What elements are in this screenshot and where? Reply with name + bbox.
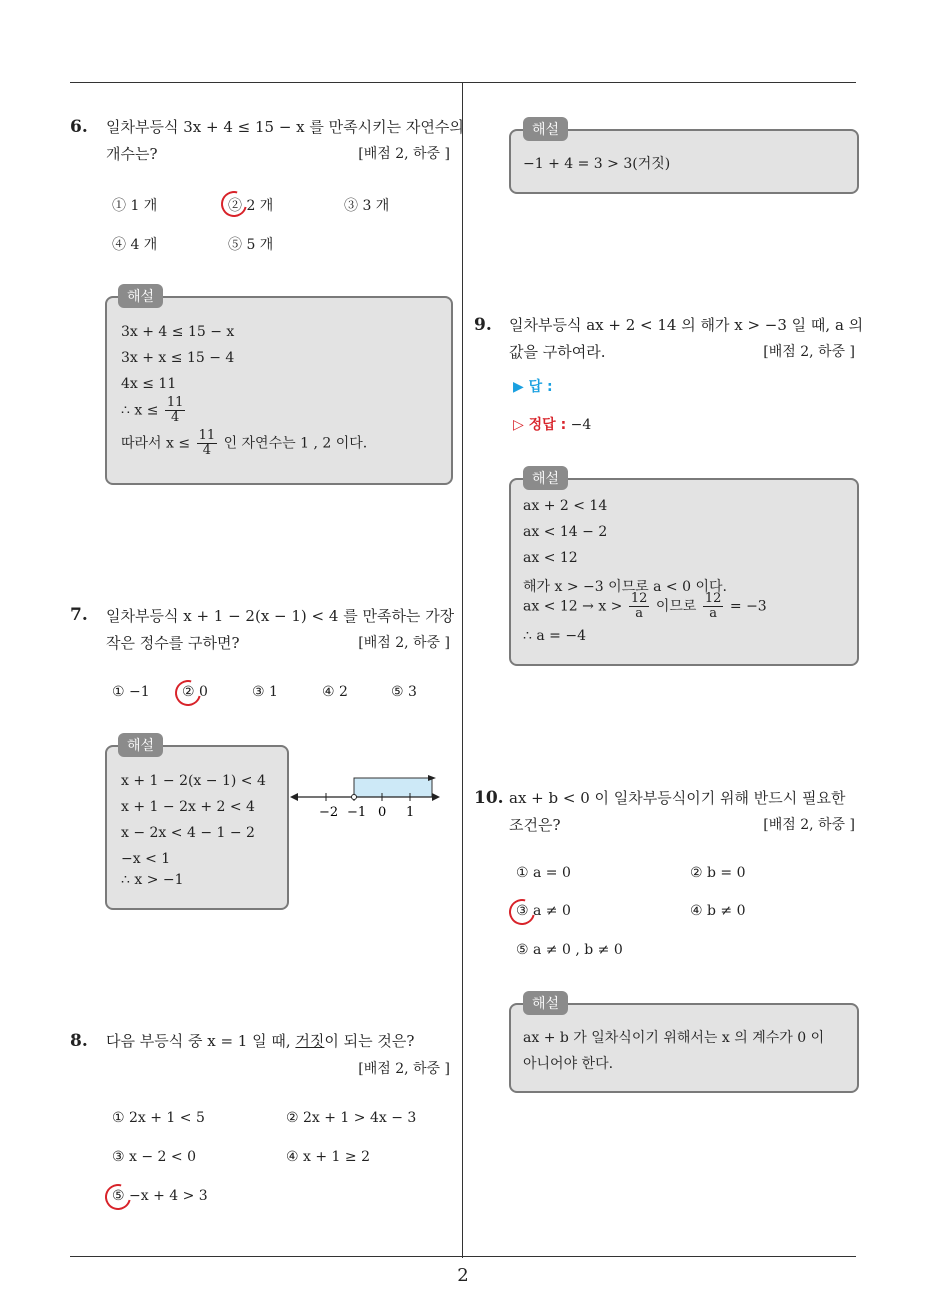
q6-sol-line3: 4x ≤ 11 <box>121 376 177 392</box>
frac-num: 12 <box>704 591 722 606</box>
q6-answer-mark <box>216 186 252 222</box>
q6-number: 6. <box>70 117 88 137</box>
q6-choice-4[interactable]: ④ 4 개 <box>112 237 158 253</box>
q9-sol-fraction <box>629 592 650 621</box>
q10-choice-5[interactable]: ⑤ a ≠ 0 , b ≠ 0 <box>516 942 623 958</box>
q7-choice-5[interactable]: ⑤ 3 <box>391 684 417 700</box>
q9-solution-tag: 해설 <box>523 466 568 490</box>
q9-correct-value: −4 <box>570 417 592 433</box>
q6-solution-box <box>105 296 453 485</box>
frac-den: 4 <box>202 443 211 458</box>
q10-sol-line1: ax + b 가 일차식이기 위해서는 x 의 계수가 0 이 <box>523 1030 825 1046</box>
q10-score: [배점 2, 하중 ] <box>763 817 855 833</box>
q6-sol-therefore: ∴ x ≤ <box>121 402 159 419</box>
q6-sol-fraction <box>165 396 186 425</box>
q7-sol-line4: −x < 1 <box>121 851 171 867</box>
q10-choice-3[interactable]: ③ a ≠ 0 <box>516 903 571 919</box>
tick-label-neg2: −2 <box>319 805 339 820</box>
q7-sol-line1: x + 1 − 2(x − 1) < 4 <box>121 773 266 789</box>
q6-sol-conclusion-a: 따라서 x ≤ <box>121 435 191 452</box>
q10-text-line2: 조건은? <box>509 816 561 834</box>
frac-num: 12 <box>630 591 648 606</box>
q8-choice-1[interactable]: ① 2x + 1 < 5 <box>112 1110 205 1126</box>
q9-solution-box <box>509 478 859 666</box>
q7-sol-line3: x − 2x < 4 − 1 − 2 <box>121 825 255 841</box>
axis-left-arrow <box>290 793 298 801</box>
q9-sol-so: 이므로 <box>655 598 697 615</box>
q6-sol-fraction-2 <box>197 429 218 458</box>
q10-choice-1[interactable]: ① a = 0 <box>516 865 571 881</box>
q6-text-line1: 일차부등식 3x + 4 ≤ 15 − x 를 만족시키는 자연수의 <box>106 118 464 136</box>
q10-choice-4[interactable]: ④ b ≠ 0 <box>690 903 746 919</box>
q8-answer-mark <box>100 1179 136 1215</box>
q6-sol-line5 <box>121 429 367 458</box>
q9-sol-implies: ax < 12 → x > <box>523 598 623 615</box>
q9-correct-answer <box>513 414 591 434</box>
page-number: 2 <box>457 1265 469 1286</box>
footer-rule <box>70 1256 856 1257</box>
q6-choice-1[interactable]: ① 1 개 <box>112 198 158 214</box>
axis-right-arrow <box>432 793 440 801</box>
q8-choice-5[interactable]: ⑤ −x + 4 > 3 <box>112 1188 208 1204</box>
q8-text-c: 이 되는 것은? <box>324 1032 415 1050</box>
q9-text-line2: 값을 구하여라. <box>509 343 606 361</box>
q8-choice-2[interactable]: ② 2x + 1 > 4x − 3 <box>286 1110 417 1126</box>
q6-sol-line2: 3x + x ≤ 15 − 4 <box>121 350 235 366</box>
q8-text-underlined: 거짓 <box>295 1032 325 1050</box>
frac-num: 11 <box>198 428 216 443</box>
q9-sol-line5 <box>523 592 767 621</box>
q7-score: [배점 2, 하중 ] <box>358 635 450 651</box>
q8-number: 8. <box>70 1031 88 1051</box>
q9-sol-line1: ax + 2 < 14 <box>523 498 608 514</box>
solution-region <box>354 778 432 797</box>
q6-choice-2[interactable]: ② 2 개 <box>228 198 274 214</box>
q8-text-line1 <box>106 1028 414 1054</box>
q7-solution-tag: 해설 <box>118 733 163 757</box>
tick-label-0: 0 <box>378 805 387 820</box>
q8-score: [배점 2, 하중 ] <box>358 1061 450 1077</box>
column-divider <box>462 83 463 1258</box>
q10-solution-tag: 해설 <box>523 991 568 1015</box>
q9-text-line1: 일차부등식 ax + 2 < 14 의 해가 x > −3 일 때, a 의 <box>509 316 864 334</box>
q7-choice-4[interactable]: ④ 2 <box>322 684 348 700</box>
q7-solution-box <box>105 745 289 910</box>
tick-label-1: 1 <box>406 805 415 820</box>
q10-choice-2[interactable]: ② b = 0 <box>690 865 746 881</box>
q7-number-line <box>288 770 444 820</box>
q10-sol-line2: 아니어야 한다. <box>523 1056 614 1072</box>
q7-choice-2[interactable]: ② 0 <box>182 684 208 700</box>
tick-label-neg1: −1 <box>347 805 367 820</box>
q6-choice-5[interactable]: ⑤ 5 개 <box>228 237 274 253</box>
q9-sol-line2: ax < 14 − 2 <box>523 524 608 540</box>
q7-number: 7. <box>70 605 88 625</box>
open-point <box>352 795 357 800</box>
frac-num: 11 <box>166 395 184 410</box>
q7-sol-line2: x + 1 − 2x + 2 < 4 <box>121 799 255 815</box>
q8-choice-4[interactable]: ④ x + 1 ≥ 2 <box>286 1149 370 1165</box>
q6-choice-3[interactable]: ③ 3 개 <box>344 198 390 214</box>
q6-text-line2: 개수는? <box>106 145 158 163</box>
q7-choice-3[interactable]: ③ 1 <box>252 684 278 700</box>
q10-answer-mark <box>504 894 540 930</box>
q7-sol-line5: ∴ x > −1 <box>121 872 184 888</box>
q7-text-line2: 작은 정수를 구하면? <box>106 634 240 652</box>
q8-choice-3[interactable]: ③ x − 2 < 0 <box>112 1149 196 1165</box>
q10-solution-box <box>509 1003 859 1093</box>
q6-score: [배점 2, 하중 ] <box>358 146 450 162</box>
q8-solution-tag: 해설 <box>523 117 568 141</box>
q6-sol-line1: 3x + 4 ≤ 15 − x <box>121 324 235 340</box>
frac-den: a <box>635 606 644 621</box>
q8-sol-line1: −1 + 4 = 3 > 3(거짓) <box>523 156 671 172</box>
q9-sol-line3: ax < 12 <box>523 550 578 566</box>
q9-sol-line4: 해가 x > −3 이므로 a < 0 이다. <box>523 579 727 595</box>
q8-text-a: 다음 부등식 중 x = 1 일 때, <box>106 1032 296 1050</box>
q7-text-line1: 일차부등식 x + 1 − 2(x − 1) < 4 를 만족하는 가장 <box>106 607 455 625</box>
q10-number: 10. <box>474 788 504 808</box>
q9-score: [배점 2, 하중 ] <box>763 344 855 360</box>
q7-answer-mark <box>170 675 206 711</box>
q9-number: 9. <box>474 315 492 335</box>
header-rule <box>70 82 856 83</box>
q9-correct-label: ▷ 정답 : <box>513 417 567 433</box>
q7-choice-1[interactable]: ① −1 <box>112 684 150 700</box>
q9-sol-equals: = −3 <box>729 598 767 615</box>
frac-den: a <box>709 606 718 621</box>
q10-text-line1: ax + b < 0 이 일차부등식이기 위해 반드시 필요한 <box>509 789 846 807</box>
q6-sol-line4 <box>121 396 187 425</box>
q6-sol-conclusion-b: 인 자연수는 1 , 2 이다. <box>223 435 368 452</box>
q9-answer-label: ▶ 답 : <box>513 379 553 395</box>
q6-solution-tag: 해설 <box>118 284 163 308</box>
frac-den: 4 <box>171 410 180 425</box>
q9-sol-fraction-2 <box>703 592 724 621</box>
q9-sol-line6: ∴ a = −4 <box>523 628 586 644</box>
